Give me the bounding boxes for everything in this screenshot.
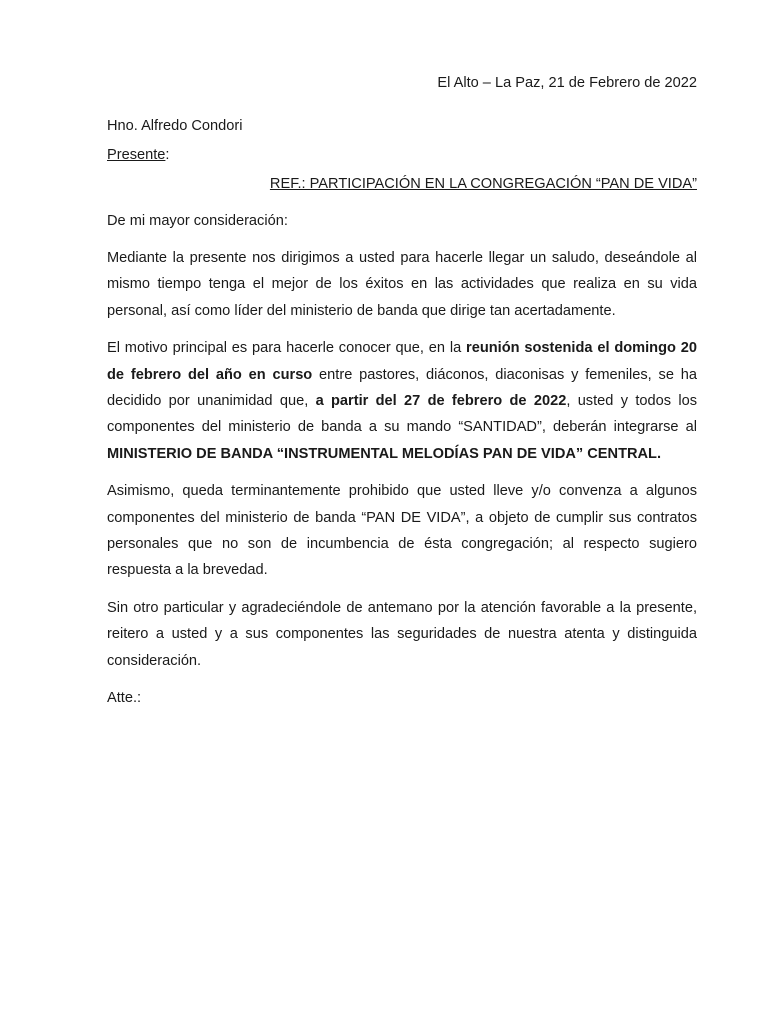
paragraph-4: Sin otro particular y agradeciéndole de antemano por la atención favorable a la presente, reitero a usted y a sus componentes las seguridades de nuestra atenta y distinguida consideración. xyxy=(107,599,697,669)
paragraph-2-bold-2: a partir del 27 de febrero de 2022 xyxy=(315,393,567,410)
paragraph-2-bold-1: reunión sostenida el domingo 20 de febrero del año en curso xyxy=(107,340,697,383)
date-line: El Alto – La Paz, 21 de Febrero de 2022 xyxy=(437,75,697,91)
paragraph-3: Asimismo, queda terminantemente prohibido que usted lleve y/o convenza a algunos componentes del ministerio de banda “PAN DE VIDA”, a objeto de cumplir sus contratos personales que no son de incumbencia de ésta congregación; al respecto sugiero respuesta a la brevedad. xyxy=(107,483,697,579)
reference-line: REF.: PARTICIPACIÓN EN LA CONGREGACIÓN “PAN DE VIDA” xyxy=(269,176,697,192)
closing: Atte.: xyxy=(107,690,142,707)
greeting: De mi mayor consideración: xyxy=(107,213,288,229)
letter-page xyxy=(107,70,697,711)
paragraph-2-text-1: El motivo principal es para hacerle conocer que, en la xyxy=(107,340,467,357)
presente-line xyxy=(107,142,697,168)
paragraph-2-bold-3: MINISTERIO DE BANDA “INSTRUMENTAL MELODÍAS PAN DE VIDA” CENTRAL. xyxy=(107,445,662,462)
paragraph-1: Mediante la presente nos dirigimos a usted para hacerle llegar un saludo, deseándole al mismo tiempo tenga el mejor de los éxitos en las actividades que realiza en su vida personal, así como líder del ministerio de banda que dirige tan acertadamente. xyxy=(107,250,697,319)
paragraph-2-text-3: , usted y todos los componentes del ministerio de banda a su mando “SANTIDAD”, deberán integrarse al xyxy=(107,393,697,436)
paragraph-2-text-2: entre pastores, diáconos, diaconisas y femeniles, se ha decidido por unanimidad que, xyxy=(107,366,697,410)
recipient-name: Hno. Alfredo Condori xyxy=(107,118,243,134)
presente-label: Presente xyxy=(107,147,166,163)
paragraph-2 xyxy=(107,335,697,467)
presente-colon: : xyxy=(165,147,170,163)
